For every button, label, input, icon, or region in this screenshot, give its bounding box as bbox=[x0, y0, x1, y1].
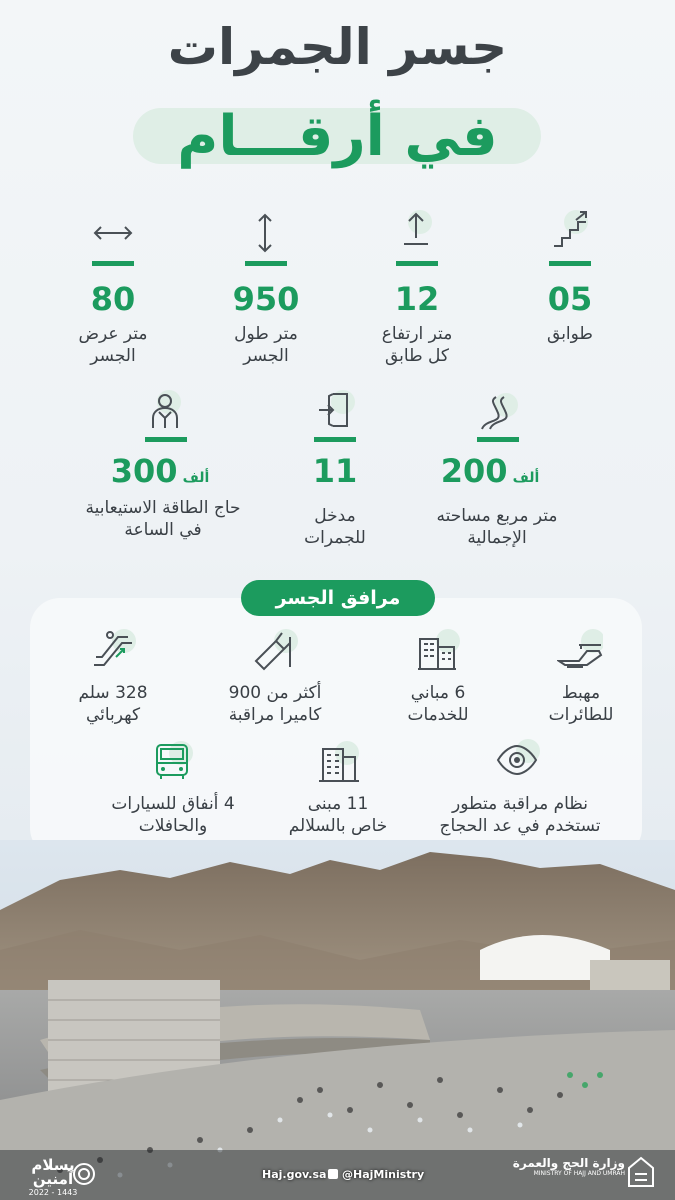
facility-label-monitoring: نظام مراقبة متطور تستخدم في عد الحجاج bbox=[439, 794, 601, 836]
vertical-arrows-icon bbox=[235, 208, 295, 258]
stat-unit-capacity: ألف bbox=[182, 470, 210, 486]
road-icon bbox=[468, 388, 528, 438]
stat-value-area: 200 bbox=[440, 452, 508, 490]
facility-label-tunnels: 4 أنفاق للسيارات والحافلات bbox=[111, 794, 235, 836]
stat-value-capacity-wrap bbox=[95, 452, 225, 490]
arrow-up-icon bbox=[386, 205, 446, 255]
social-handle[interactable]: @HajMinistry bbox=[342, 1168, 425, 1181]
stat-value-area-wrap bbox=[425, 452, 555, 490]
door-icon bbox=[305, 385, 365, 435]
building-icon bbox=[402, 624, 472, 676]
stat-divider bbox=[92, 261, 134, 266]
stat-divider bbox=[549, 261, 591, 266]
stat-value-entrances: 11 bbox=[312, 452, 358, 490]
stat-value-floors: 05 bbox=[547, 280, 593, 318]
facility-label-helipad: مهبط للطائرات bbox=[548, 683, 614, 725]
facility-label-stair-buildings: 11 مبنى خاص بالسلالم bbox=[288, 794, 388, 836]
campaign-mark-icon bbox=[72, 1162, 96, 1186]
pilgrim-icon bbox=[135, 385, 195, 435]
stat-unit-area: ألف bbox=[512, 470, 540, 486]
website-link[interactable]: Haj.gov.sa bbox=[262, 1168, 327, 1181]
facility-label-cameras: أكثر من 900 كاميرا مراقبة bbox=[228, 683, 322, 725]
stat-value-length: 950 bbox=[232, 280, 300, 318]
stat-label-width: متر عرض الجسر bbox=[78, 324, 148, 366]
stat-divider bbox=[245, 261, 287, 266]
stat-label-capacity: حاج الطاقة الاستيعابية في الساعة bbox=[85, 498, 241, 540]
camera-icon bbox=[240, 624, 310, 676]
horizontal-arrows-icon bbox=[83, 208, 143, 258]
ministry-logo-text: وزارة الحج والعمرة MINISTRY OF HAJJ AND UMRAH bbox=[512, 1156, 625, 1177]
escalator-icon bbox=[78, 624, 148, 676]
stat-divider bbox=[145, 437, 187, 442]
facilities-title: مرافق الجسر bbox=[241, 580, 435, 616]
page-subtitle: في أرقـــام bbox=[177, 104, 498, 169]
stat-label-floors: طوابق bbox=[547, 324, 593, 344]
campaign-logo: بسلام آمنين 1443 - 2022 bbox=[28, 1156, 78, 1197]
stat-value-capacity: 300 bbox=[110, 452, 178, 490]
helicopter-icon bbox=[545, 624, 615, 676]
ministry-logo-icon bbox=[625, 1156, 657, 1192]
stat-label-height: متر ارتفاع كل طابق bbox=[381, 324, 453, 366]
building-icon bbox=[303, 736, 373, 788]
page-title: جسر الجمرات bbox=[167, 18, 508, 76]
stat-label-length: متر طول الجسر bbox=[234, 324, 298, 366]
stat-label-area: متر مربع مساحته الإجمالية bbox=[436, 506, 558, 548]
stat-divider bbox=[477, 437, 519, 442]
stat-label-entrances: مدخل للجمرات bbox=[304, 506, 366, 548]
facility-label-escalators: 328 سلم كهربائي bbox=[78, 683, 148, 725]
stat-value-width: 80 bbox=[90, 280, 136, 318]
facility-label-service-buildings: 6 مباني للخدمات bbox=[407, 683, 469, 725]
footer-bar bbox=[0, 1150, 675, 1200]
jamarat-photo bbox=[0, 840, 675, 1200]
stairs-icon bbox=[540, 205, 600, 255]
bus-icon bbox=[137, 736, 207, 788]
stat-divider bbox=[314, 437, 356, 442]
eye-icon bbox=[482, 734, 552, 786]
stat-value-height: 12 bbox=[394, 280, 440, 318]
stat-divider bbox=[396, 261, 438, 266]
globe-icon bbox=[328, 1169, 338, 1179]
